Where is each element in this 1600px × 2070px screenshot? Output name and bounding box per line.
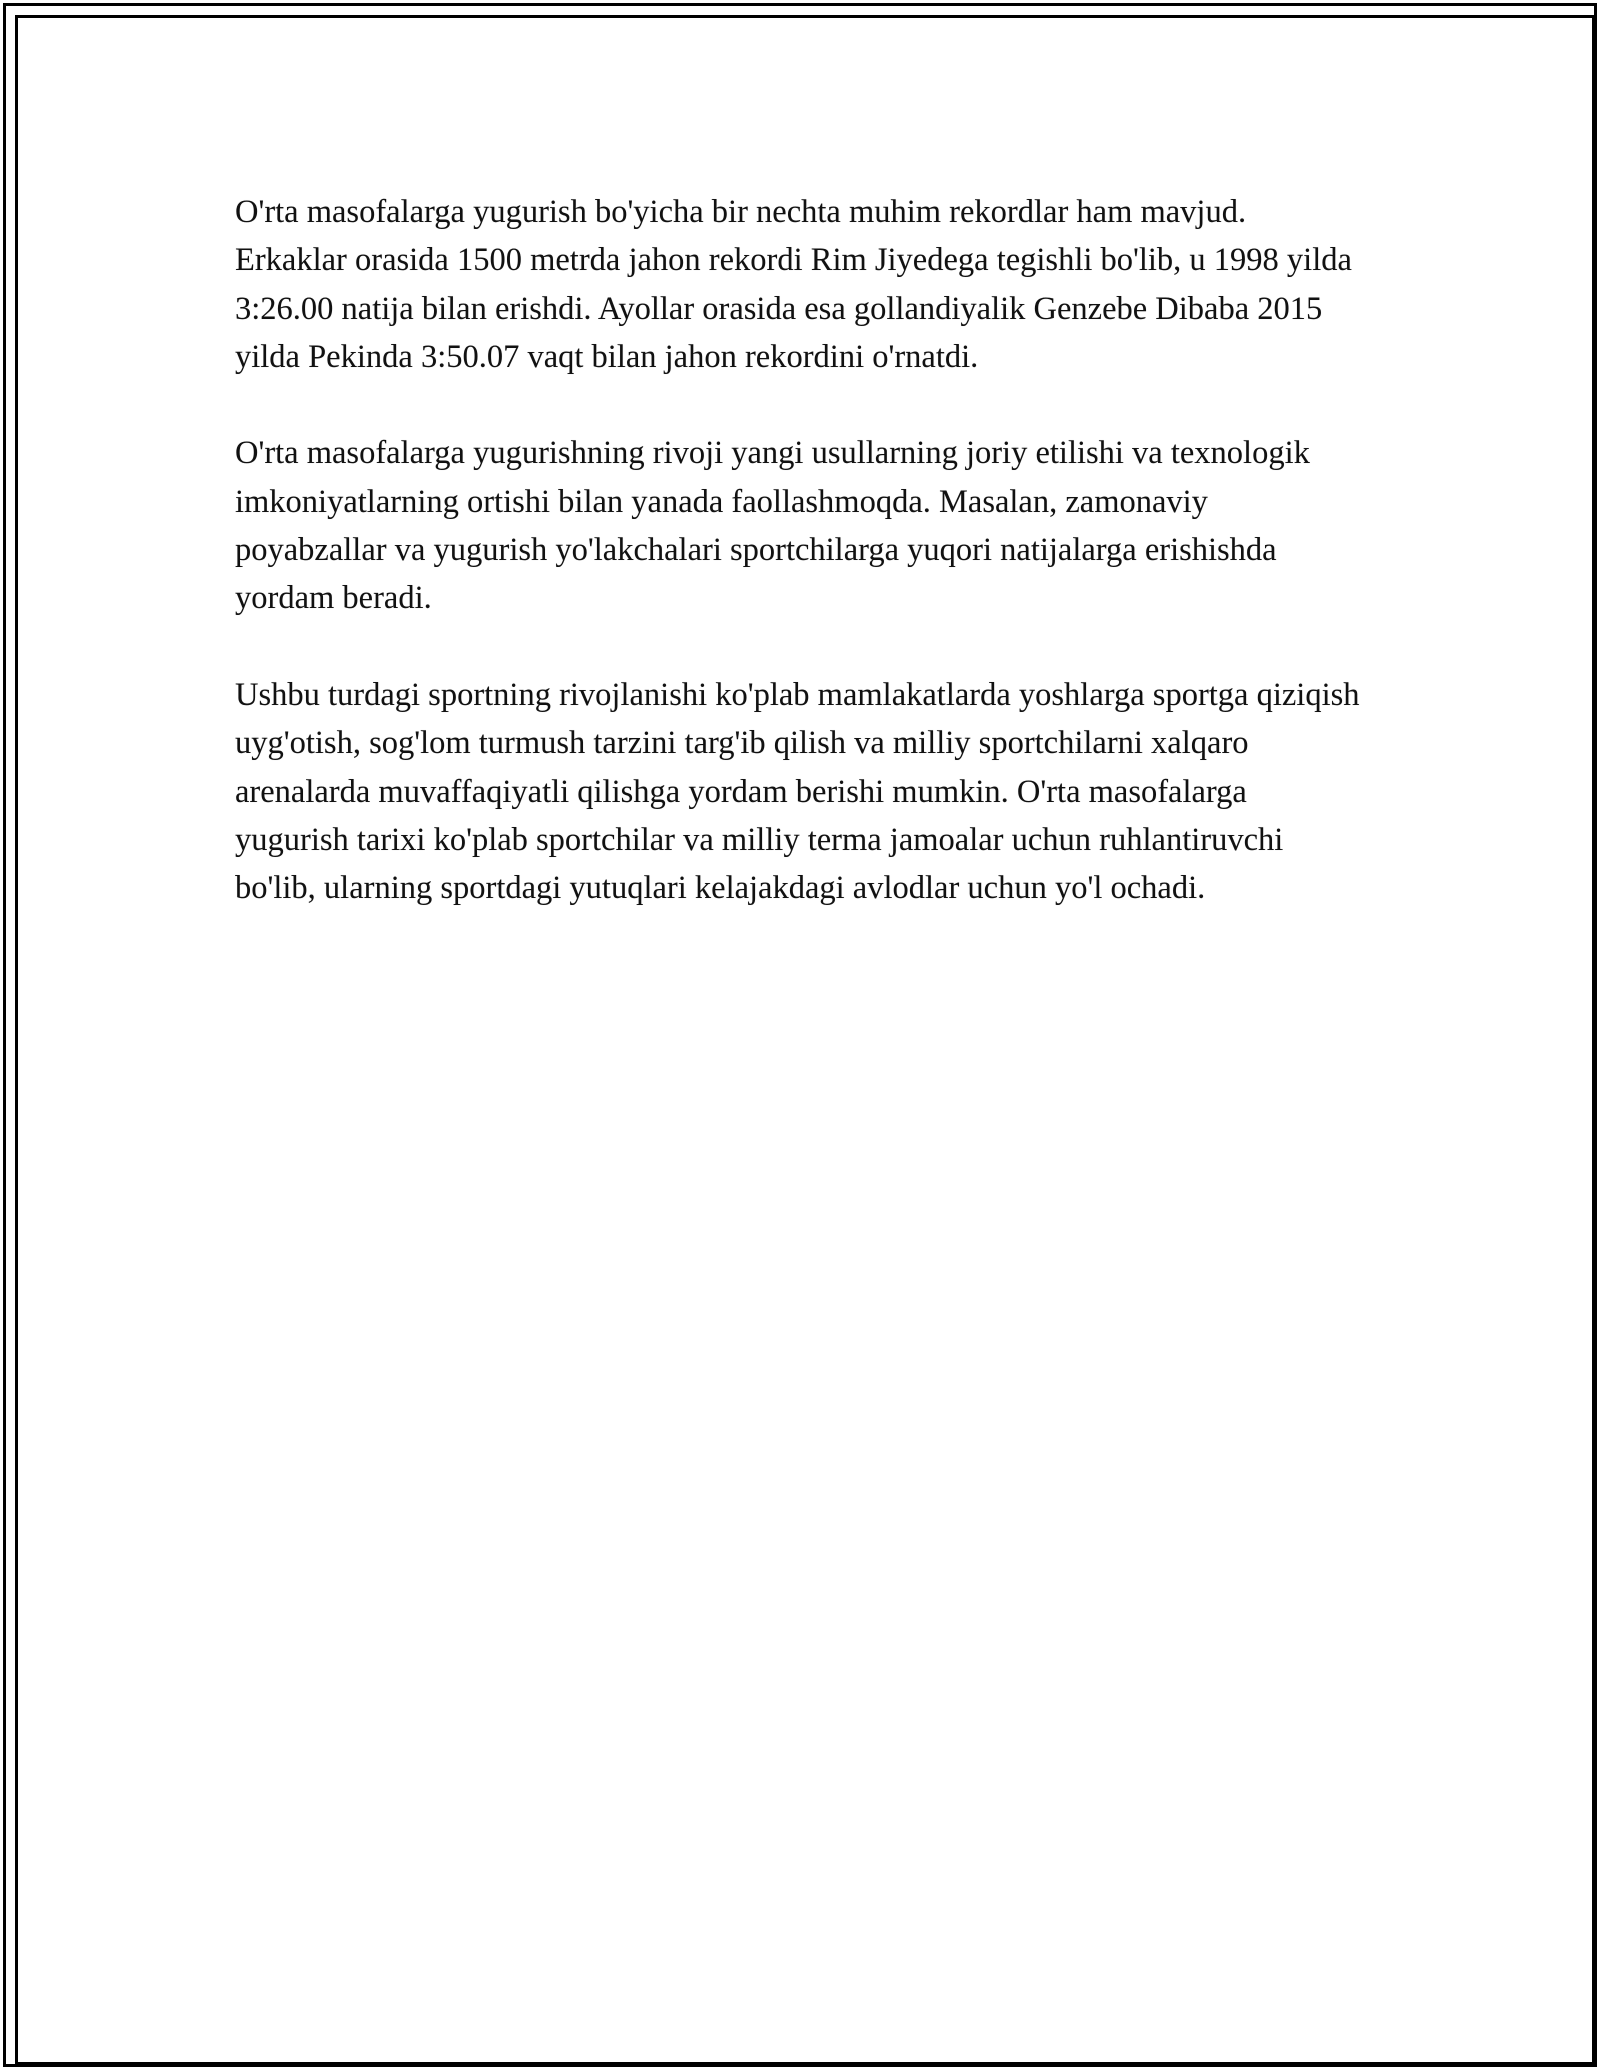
paragraph-youth-impact: Ushbu turdagi sportning rivojlanishi ko'plab mamlakatlarda yoshlarga sportga qiziqish uyg'otish, sog'lom turmush tarzini targ'ib qilish va milliy sportchilarni xalqaro arenalarda muvaffaqiyatli qilishga yordam berishi mumkin. O'rta masofalarga yugurish tarixi ko'plab sportchilar va milliy terma jamoalar uchun ruhlantiruvchi bo'lib, ularning sportdagi yutuqlari kelajakdagi avlodlar uchun yo'l ochadi. (235, 676, 1360, 907)
paragraph-development: O'rta masofalarga yugurishning rivoji yangi usullarning joriy etilishi va texnologik imkoniyatlarning ortishi bilan yanada faollashmoqda. Masalan, zamonaviy poyabzallar va yugurish yo'lakchalari sportchilarga yuqori natijalarga erishishda yordam beradi. (235, 435, 1310, 617)
paragraph-records: O'rta masofalarga yugurish bo'yicha bir nechta muhim rekordlar ham mavjud. Erkaklar orasida 1500 metrda jahon rekordi Rim Jiyedega tegishli bo'lib, u 1998 yilda 3:26.00 natija bilan erishdi. Ayollar orasida esa gollandiyalik Genzebe Dibaba 2015 yilda Pekinda 3:50.07 vaqt bilan jahon rekordini o'rnatdi. (235, 194, 1352, 375)
document-body (235, 188, 1365, 912)
